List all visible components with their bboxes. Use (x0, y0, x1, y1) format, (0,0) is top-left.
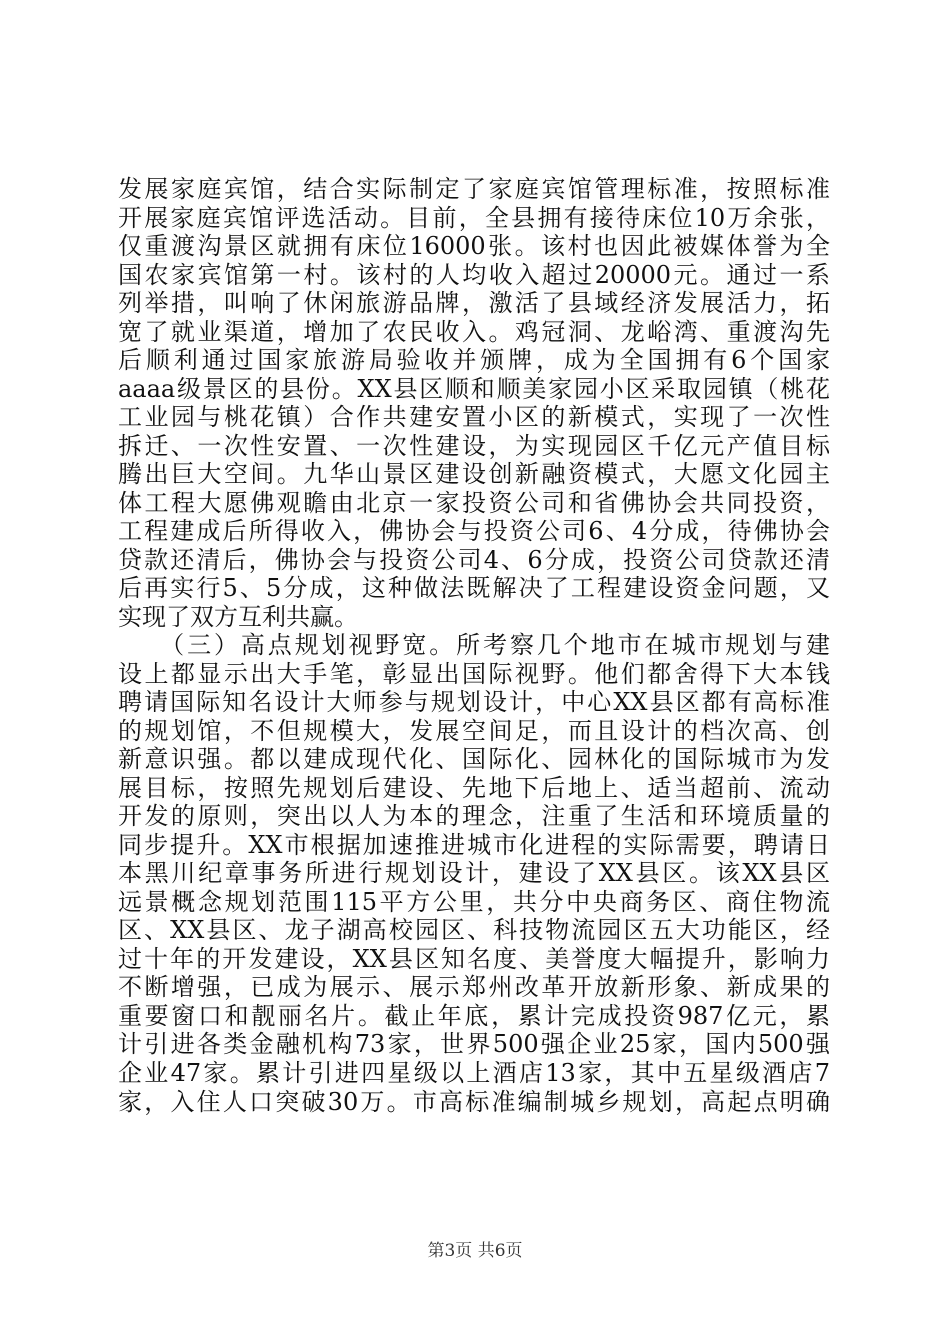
text-line: 工业园与桃花镇）合作共建安置小区的新模式，实现了一次性 (118, 403, 830, 432)
text-line: 拆迁、一次性安置、一次性建设，为实现园区千亿元产值目标 (118, 431, 830, 460)
text-line: 仅重渡沟景区就拥有床位16000张。该村也因此被媒体誉为全 (118, 232, 830, 261)
page-number-label: 第3页 共6页 (427, 1241, 523, 1261)
body-text (118, 175, 830, 1116)
text-line: 贷款还清后，佛协会与投资公司4、6分成，投资公司贷款还清 (118, 545, 830, 574)
text-line-section-heading: （三）高点规划视野宽。所考察几个地市在城市规划与建 (118, 631, 830, 660)
text-line: 后再实行5、5分成，这种做法既解决了工程建设资金问题，又 (118, 574, 830, 603)
text-line: 过十年的开发建设，XX县区知名度、美誉度大幅提升，影响力 (118, 944, 830, 973)
text-line: 重要窗口和靓丽名片。截止年底，累计完成投资987亿元，累 (118, 1001, 830, 1030)
text-line: 工程建成后所得收入，佛协会与投资公司6、4分成，待佛协会 (118, 517, 830, 546)
text-line: 计引进各类金融机构73家，世界500强企业25家，国内500强 (118, 1030, 830, 1059)
text-line: 开发的原则，突出以人为本的理念，注重了生活和环境质量的 (118, 802, 830, 831)
text-line: 不断增强，已成为展示、展示郑州改革开放新形象、新成果的 (118, 973, 830, 1002)
text-line: 体工程大愿佛观瞻由北京一家投资公司和省佛协会共同投资， (118, 488, 830, 517)
text-line: 后顺利通过国家旅游局验收并颁牌，成为全国拥有6个国家 (118, 346, 830, 375)
text-line: 同步提升。XX市根据加速推进城市化进程的实际需要，聘请日 (118, 830, 830, 859)
text-line: 远景概念规划范围115平方公里，共分中央商务区、商住物流 (118, 887, 830, 916)
text-line: aaaa级景区的县份。XX县区顺和顺美家园小区采取园镇（桃花 (118, 374, 830, 403)
text-line: 聘请国际知名设计大师参与规划设计，中心XX县区都有高标准 (118, 688, 830, 717)
text-line: 国农家宾馆第一村。该村的人均收入超过20000元。通过一系 (118, 260, 830, 289)
text-line: 宽了就业渠道，增加了农民收入。鸡冠洞、龙峪湾、重渡沟先 (118, 317, 830, 346)
text-line: 发展家庭宾馆，结合实际制定了家庭宾馆管理标准，按照标准 (118, 175, 830, 203)
text-line: 腾出巨大空间。九华山景区建设创新融资模式，大愿文化园主 (118, 460, 830, 489)
text-line: 设上都显示出大手笔，彰显出国际视野。他们都舍得下大本钱 (118, 659, 830, 688)
text-line: 展目标，按照先规划后建设、先地下后地上、适当超前、流动 (118, 773, 830, 802)
text-line: 区、XX县区、龙子湖高校园区、科技物流园区五大功能区，经 (118, 916, 830, 945)
page-footer (0, 1240, 950, 1262)
text-line: 家，入住人口突破30万。市高标准编制城乡规划，高起点明确 (118, 1087, 830, 1116)
text-line: 开展家庭宾馆评选活动。目前，全县拥有接待床位10万余张， (118, 203, 830, 232)
text-line-paragraph-end: 实现了双方互利共赢。 (118, 602, 358, 631)
text-line: 企业47家。累计引进四星级以上酒店13家，其中五星级酒店7 (118, 1058, 830, 1087)
text-line: 本黑川纪章事务所进行规划设计，建设了XX县区。该XX县区 (118, 859, 830, 888)
text-line: 的规划馆，不但规模大，发展空间足，而且设计的档次高、创 (118, 716, 830, 745)
text-line: 新意识强。都以建成现代化、国际化、园林化的国际城市为发 (118, 745, 830, 774)
text-line: 列举措，叫响了休闲旅游品牌，激活了县域经济发展活力，拓 (118, 289, 830, 318)
